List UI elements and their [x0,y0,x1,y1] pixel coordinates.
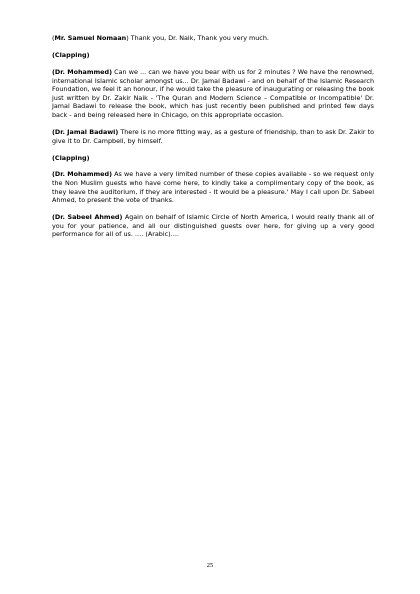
speaker-name: (Dr. Mohammed) [52,67,113,76]
speaker-name: (Dr. Sabeel Ahmed) [52,213,123,222]
speech-text: As we have a very limited number of these copies available - so we request only the Non Muslim guests who have come here, to kindly take a complimentary copy of the book, as they leave the auditorium, if they are interested - It would be a pleasure.' May I call upon Dr. Sabeel Ahmed, to present the vote of thanks. [52,170,374,205]
transcript-paragraph [52,213,374,239]
stage-note: (Clapping) [52,50,90,59]
speech-text: There is no more fitting way, as a gesture of friendship, than to ask Dr. Zakir to give it to Dr. Campbell, by himself. [52,127,374,145]
speaker-name: (Dr. Mohammed) [52,170,113,179]
page-number: 25 [206,562,214,569]
transcript-body [52,34,374,247]
speaker-name: (Mr. Samuel Nomaan) [52,34,129,42]
speech-text: Again on behalf of Islamic Circle of North America, I would really thank all of you for your patience, and all our distinguished guests over here, for giving up a very good performance for all of us. …. (Arabic)…. [52,213,374,239]
stage-note: (Clapping) [52,153,90,162]
transcript-paragraph [52,170,374,204]
transcript-paragraph [52,68,374,120]
speech-text: Thank you, Dr. Naik, Thank you very much. [128,34,269,42]
speech-text: Can we ... can we have you bear with us for 2 minutes ? We have the renowned, international Islamic scholar amongst us... Dr. Jamal Badawi - and on behalf of the Islamic Research Foundation, we feel it an honour, if he would take the pleasure of inaugurating or releasing the book just written by Dr. Zakir Naik - 'The Quran and Modern Science – Compatible or Incompatible' Dr. Jamal Badawi to release the book, which has just recently been published and printed few days back - and being released here in Chicago, on this appropriate occasion. [52,67,374,119]
speaker-name: (Dr. Jamal Badawi) [52,127,119,136]
transcript-paragraph [52,128,374,145]
transcript-paragraph [52,34,374,43]
